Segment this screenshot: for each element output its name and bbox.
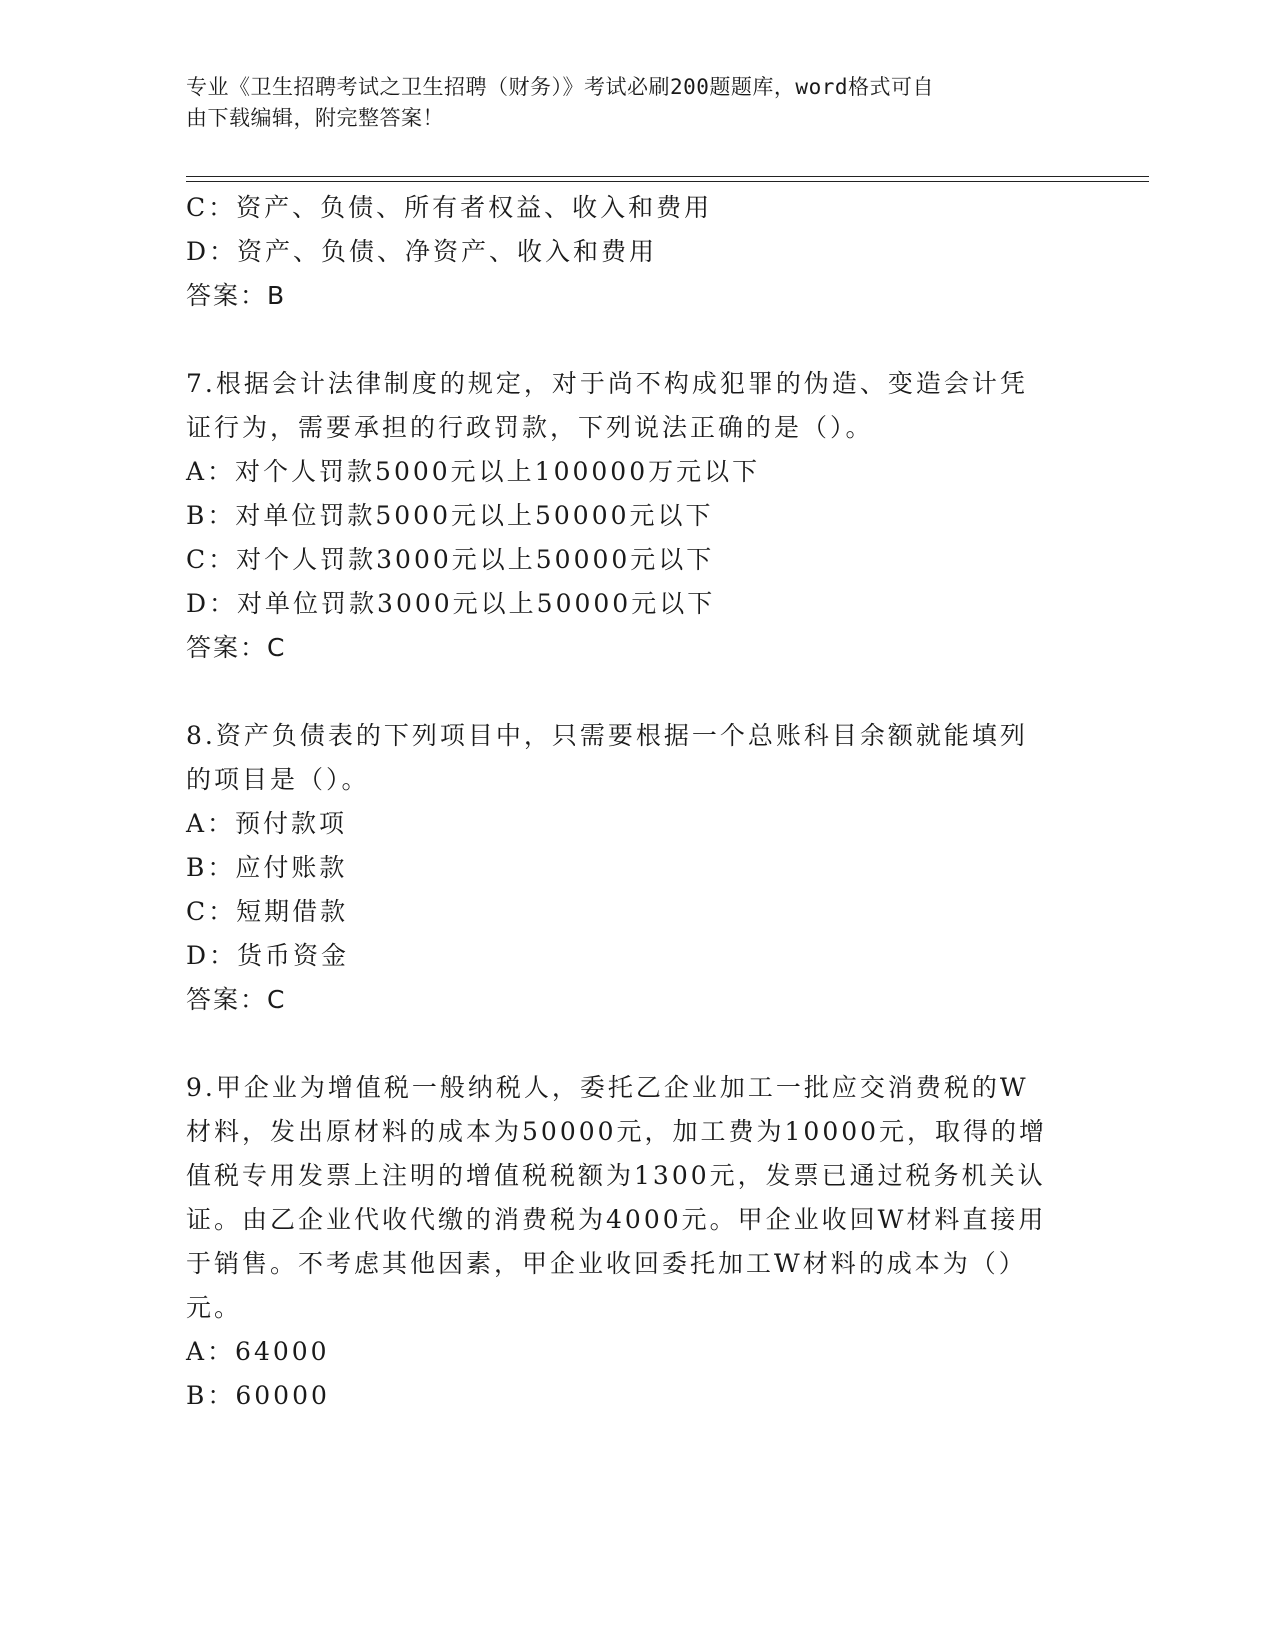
q9-stem-line-6: 元。 [186, 1293, 243, 1322]
q9-stem-line-2: 材料，发出原材料的成本为50000元，加工费为10000元，取得的增 [186, 1117, 1048, 1146]
q8-stem-line-2: 的项目是（）。 [186, 765, 370, 794]
q7-stem-line-1: 7.根据会计法律制度的规定，对于尚不构成犯罪的伪造、变造会计凭 [186, 369, 1028, 398]
q9-option-a: A：64000 [186, 1337, 330, 1366]
q7-answer: 答案：C [186, 633, 287, 662]
q7-option-a: A：对个人罚款5000元以上100000万元以下 [186, 457, 761, 486]
q7-option-c: C：对个人罚款3000元以上50000元以下 [186, 545, 715, 574]
header-divider-top [186, 176, 1149, 177]
q6-option-d: D：资产、负债、净资产、收入和费用 [186, 237, 658, 266]
q7-option-b: B：对单位罚款5000元以上50000元以下 [186, 501, 714, 530]
q9-stem-line-3: 值税专用发票上注明的增值税税额为1300元，发票已通过税务机关认 [186, 1161, 1046, 1190]
q8-option-c: C：短期借款 [186, 897, 349, 926]
q8-answer: 答案：C [186, 985, 287, 1014]
q8-stem-line-1: 8.资产负债表的下列项目中，只需要根据一个总账科目余额就能填列 [186, 721, 1028, 750]
q9-option-b: B：60000 [186, 1381, 330, 1410]
q9-stem-line-1: 9.甲企业为增值税一般纳税人，委托乙企业加工一批应交消费税的W [186, 1073, 1029, 1102]
q8-option-a: A：预付款项 [186, 809, 348, 838]
header-line-1: 专业《卫生招聘考试之卫生招聘（财务）》考试必刷200题题库，word格式可自 [186, 75, 934, 99]
q8-option-b: B：应付账款 [186, 853, 348, 882]
q7-stem-line-2: 证行为，需要承担的行政罚款，下列说法正确的是（）。 [186, 413, 874, 442]
header-divider-bottom [186, 181, 1149, 182]
q6-answer: 答案：B [186, 281, 287, 310]
q7-option-d: D：对单位罚款3000元以上50000元以下 [186, 589, 716, 618]
q9-stem-line-5: 于销售。不考虑其他因素，甲企业收回委托加工W材料的成本为（） [186, 1249, 1027, 1278]
header-line-2: 由下载编辑，附完整答案！ [186, 106, 444, 130]
q9-stem-line-4: 证。由乙企业代收代缴的消费税为4000元。甲企业收回W材料直接用 [186, 1205, 1047, 1234]
q8-option-d: D：货币资金 [186, 941, 350, 970]
q6-option-c: C：资产、负债、所有者权益、收入和费用 [186, 193, 713, 222]
document-header [186, 72, 1066, 134]
